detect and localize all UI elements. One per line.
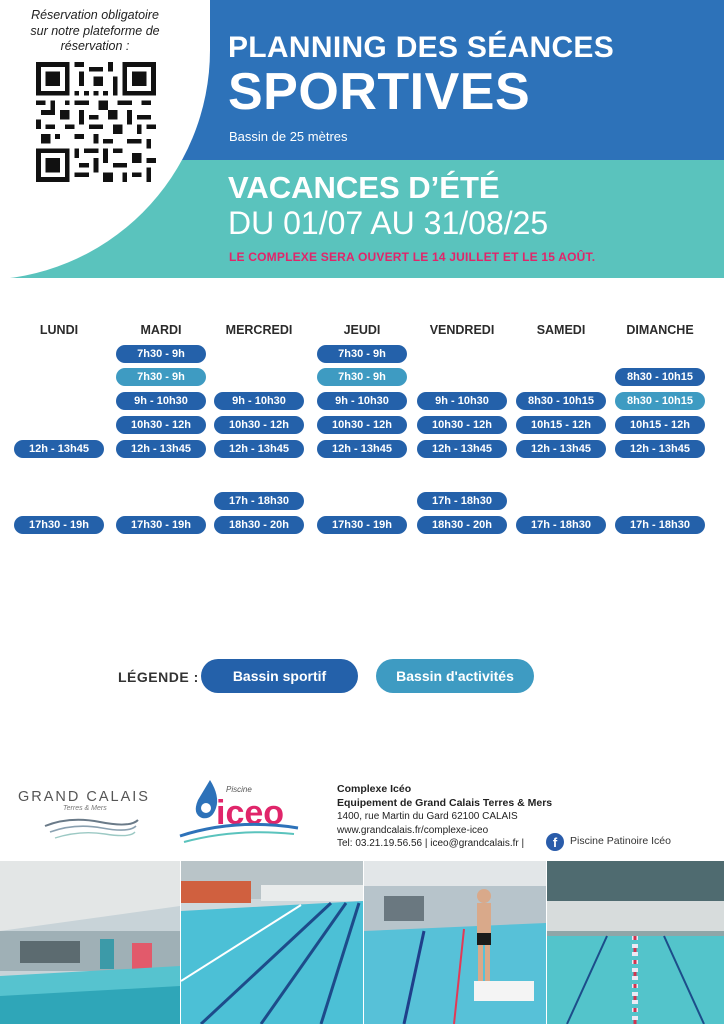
iceo-brand-text: iceo	[216, 794, 285, 832]
session-pill-dimanche: 17h - 18h30	[615, 516, 705, 534]
session-pill-dimanche: 10h15 - 12h	[615, 416, 705, 434]
day-header-vendredi: VENDREDI	[429, 323, 495, 337]
session-pill-mardi: 17h30 - 19h	[116, 516, 206, 534]
pool-photo-3	[364, 861, 546, 1024]
session-pill-mercredi: 18h30 - 20h	[214, 516, 304, 534]
pool-photo-1-image	[0, 861, 180, 1024]
contact-block	[337, 783, 552, 851]
day-header-samedi: SAMEDI	[536, 323, 586, 337]
contact-website-link[interactable]: www.grandcalais.fr/complexe-iceo	[337, 824, 489, 836]
reservation-note-line-2: sur notre plateforme de	[30, 23, 160, 38]
day-header-lundi: LUNDI	[39, 323, 79, 337]
session-pill-mardi: 7h30 - 9h	[116, 345, 206, 363]
session-pill-samedi: 8h30 - 10h15	[516, 392, 606, 410]
session-pill-jeudi: 10h30 - 12h	[317, 416, 407, 434]
session-pill-mardi: 12h - 13h45	[116, 440, 206, 458]
pool-photo-2	[181, 861, 363, 1024]
facebook-page-label[interactable]: Piscine Patinoire Icéo	[570, 835, 671, 847]
session-pill-jeudi: 7h30 - 9h	[317, 345, 407, 363]
session-pill-jeudi-activities: 7h30 - 9h	[317, 368, 407, 386]
pool-photo-4	[547, 861, 724, 1024]
contact-address: 1400, rue Martin du Gard 62100 CALAIS	[337, 811, 518, 822]
pool-photo-2-image	[181, 861, 363, 1024]
session-pill-mercredi: 12h - 13h45	[214, 440, 304, 458]
pool-subtitle: Bassin de 25 mètres	[229, 129, 348, 144]
opening-note: LE COMPLEXE SERA OUVERT LE 14 JUILLET ET LE 15 AOÛT.	[229, 250, 596, 264]
legend-activities-pool: Bassin d'activités	[376, 659, 534, 693]
session-pill-vendredi: 9h - 10h30	[417, 392, 507, 410]
reservation-note-line-1: Réservation obligatoire	[31, 8, 159, 22]
session-pill-jeudi: 17h30 - 19h	[317, 516, 407, 534]
iceo-logo	[176, 778, 302, 846]
session-pill-vendredi: 10h30 - 12h	[417, 416, 507, 434]
pool-photo-4-image	[547, 861, 724, 1024]
session-pill-mardi: 9h - 10h30	[116, 392, 206, 410]
session-pill-jeudi: 9h - 10h30	[317, 392, 407, 410]
session-pill-dimanche-activities: 8h30 - 10h15	[615, 392, 705, 410]
session-pill-samedi: 12h - 13h45	[516, 440, 606, 458]
session-pill-dimanche: 8h30 - 10h15	[615, 368, 705, 386]
reservation-note-line-3: réservation :	[60, 39, 130, 53]
vacances-title: VACANCES D’ÉTÉ	[228, 170, 500, 205]
legend-label: LÉGENDE :	[118, 669, 199, 685]
session-pill-mercredi: 17h - 18h30	[214, 492, 304, 510]
session-pill-mardi-activities: 7h30 - 9h	[116, 368, 206, 386]
day-header-mardi: MARDI	[140, 323, 182, 337]
session-pill-lundi: 12h - 13h45	[14, 440, 104, 458]
page-title-line-2: SPORTIVES	[228, 63, 531, 121]
contact-name: Complexe Icéo	[337, 783, 412, 795]
session-pill-vendredi: 12h - 13h45	[417, 440, 507, 458]
pool-photo-3-image	[364, 861, 546, 1024]
session-pill-jeudi: 12h - 13h45	[317, 440, 407, 458]
grand-calais-waves-icon	[40, 814, 140, 844]
day-header-jeudi: JEUDI	[343, 323, 381, 337]
grand-calais-logo: GRAND CALAIS	[18, 789, 150, 805]
iceo-small-label: Piscine	[226, 785, 252, 794]
pool-photo-1	[0, 861, 180, 1024]
grand-calais-subtitle: Terres & Mers	[63, 805, 107, 812]
page-title-line-1: PLANNING DES SÉANCES	[228, 31, 615, 64]
day-header-mercredi: MERCREDI	[225, 323, 293, 337]
session-pill-vendredi: 17h - 18h30	[417, 492, 507, 510]
qr-code-icon[interactable]	[36, 62, 156, 182]
session-pill-mardi: 10h30 - 12h	[116, 416, 206, 434]
legend-sport-pool: Bassin sportif	[201, 659, 358, 693]
contact-phone-email[interactable]: Tel: 03.21.19.56.56 | iceo@grandcalais.fr |	[337, 838, 525, 849]
facebook-icon[interactable]: f	[546, 833, 564, 851]
session-pill-lundi: 17h30 - 19h	[14, 516, 104, 534]
session-pill-mercredi: 9h - 10h30	[214, 392, 304, 410]
reservation-note	[10, 8, 180, 55]
vacances-dates: DU 01/07 AU 31/08/25	[228, 205, 549, 241]
session-pill-dimanche: 12h - 13h45	[615, 440, 705, 458]
day-header-dimanche: DIMANCHE	[626, 323, 694, 337]
session-pill-samedi: 10h15 - 12h	[516, 416, 606, 434]
session-pill-samedi: 17h - 18h30	[516, 516, 606, 534]
contact-subtitle: Equipement de Grand Calais Terres & Mers	[337, 796, 553, 809]
session-pill-mercredi: 10h30 - 12h	[214, 416, 304, 434]
session-pill-vendredi: 18h30 - 20h	[417, 516, 507, 534]
